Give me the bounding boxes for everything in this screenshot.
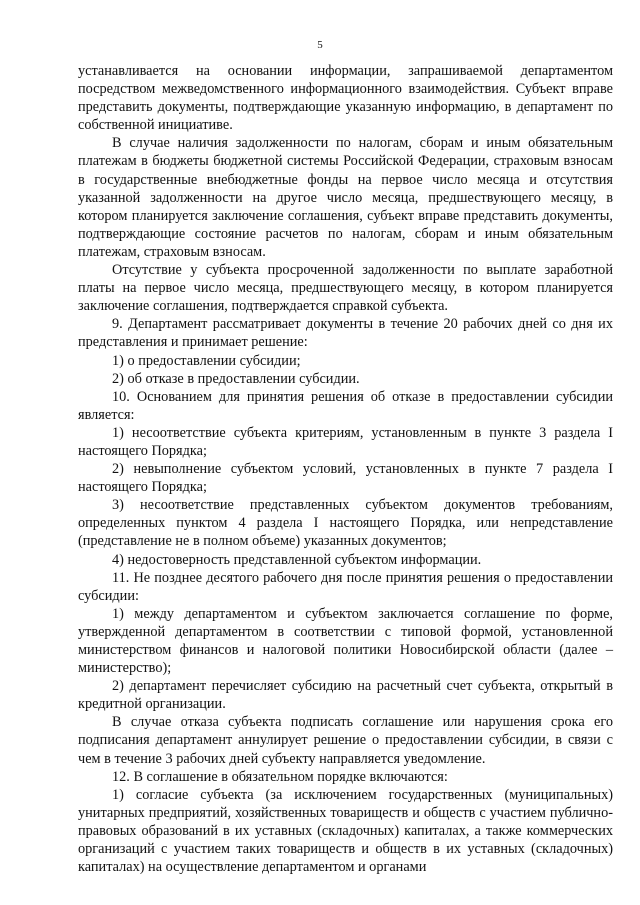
list-item-10-4: 4) недостоверность представленной субъектом информации.: [112, 551, 482, 568]
list-item-10-2: 2) невыполнение субъектом условий, установленных в пункте 7 раздела I настоящего Порядка;: [78, 461, 613, 496]
paragraph-refusal: В случае отказа субъекта подписать соглашение или нарушения срока его подписания департамент аннулирует решение о предоставлении субсидии, в связи с чем в течение 3 рабочих дней субъекту направляется уведомление.: [78, 714, 613, 767]
paragraph-item-11: 11. Не позднее десятого рабочего дня после принятия решения о предоставлении субсидии:: [78, 569, 613, 604]
paragraph-continuation: устанавливается на основании информации, запрашиваемой департаментом посредством межведомственного информационного взаимодействия. Субъект вправе представить документы, подтверждающие указанную информацию, в департамент по собственной инициативе.: [78, 63, 613, 134]
paragraph-item-9: 9. Департамент рассматривает документы в течение 20 рабочих дней со дня их представления и принимает решение:: [78, 316, 613, 351]
list-item-10-3: 3) несоответствие представленных субъектом документов требованиям, определенных пунктом 4 раздела I настоящего Порядка, или непредставление (представление не в полном объеме) указанных документов;: [78, 497, 613, 550]
list-item-9-2: 2) об отказе в предоставлении субсидии.: [112, 370, 360, 387]
paragraph-item-12: 12. В соглашение в обязательном порядке включаются:: [112, 768, 448, 785]
paragraph-item-10: 10. Основанием для принятия решения об отказе в предоставлении субсидии является:: [78, 388, 613, 423]
page-number: 5: [317, 39, 323, 51]
document-body: [78, 62, 613, 876]
list-item-11-2: 2) департамент перечисляет субсидию на расчетный счет субъекта, открытый в кредитной организации.: [78, 678, 613, 713]
paragraph-salary-debt: Отсутствие у субъекта просроченной задолженности по выплате заработной платы на первое число месяца, предшествующего месяцу, в котором планируется заключение соглашения, подтверждается справкой субъекта.: [78, 262, 613, 315]
list-item-12-1: 1) согласие субъекта (за исключением государственных (муниципальных) унитарных предприятий, хозяйственных товариществ и обществ с участием публично-правовых образований в их уставных (складочных) капиталах, а также коммерческих организаций с участием таких товариществ и обществ в их уставных (складочных) капиталах) на осуществление департаментом и органами: [78, 786, 613, 876]
paragraph-tax-debt: В случае наличия задолженности по налогам, сборам и иным обязательным платежам в бюджеты бюджетной системы Российской Федерации, страховым взносам в государственные внебюджетные фонды на первое число месяца и отсутствия указанной задолженности на другое число месяца, предшествующего месяцу, в котором планируется заключение соглашения, субъект вправе представить документы, подтверждающие состояние расчетов по налогам, сборам и иным обязательным платежам, страховым взносам.: [78, 135, 613, 260]
list-item-10-1: 1) несоответствие субъекта критериям, установленным в пункте 3 раздела I настоящего Порядка;: [78, 424, 613, 459]
list-item-11-1: 1) между департаментом и субъектом заключается соглашение по форме, утвержденной департаментом в соответствии с типовой формой, установленной министерством финансов и налоговой политики Новосибирской области (далее – министерство);: [78, 605, 613, 677]
list-item-9-1: 1) о предоставлении субсидии;: [112, 352, 301, 369]
